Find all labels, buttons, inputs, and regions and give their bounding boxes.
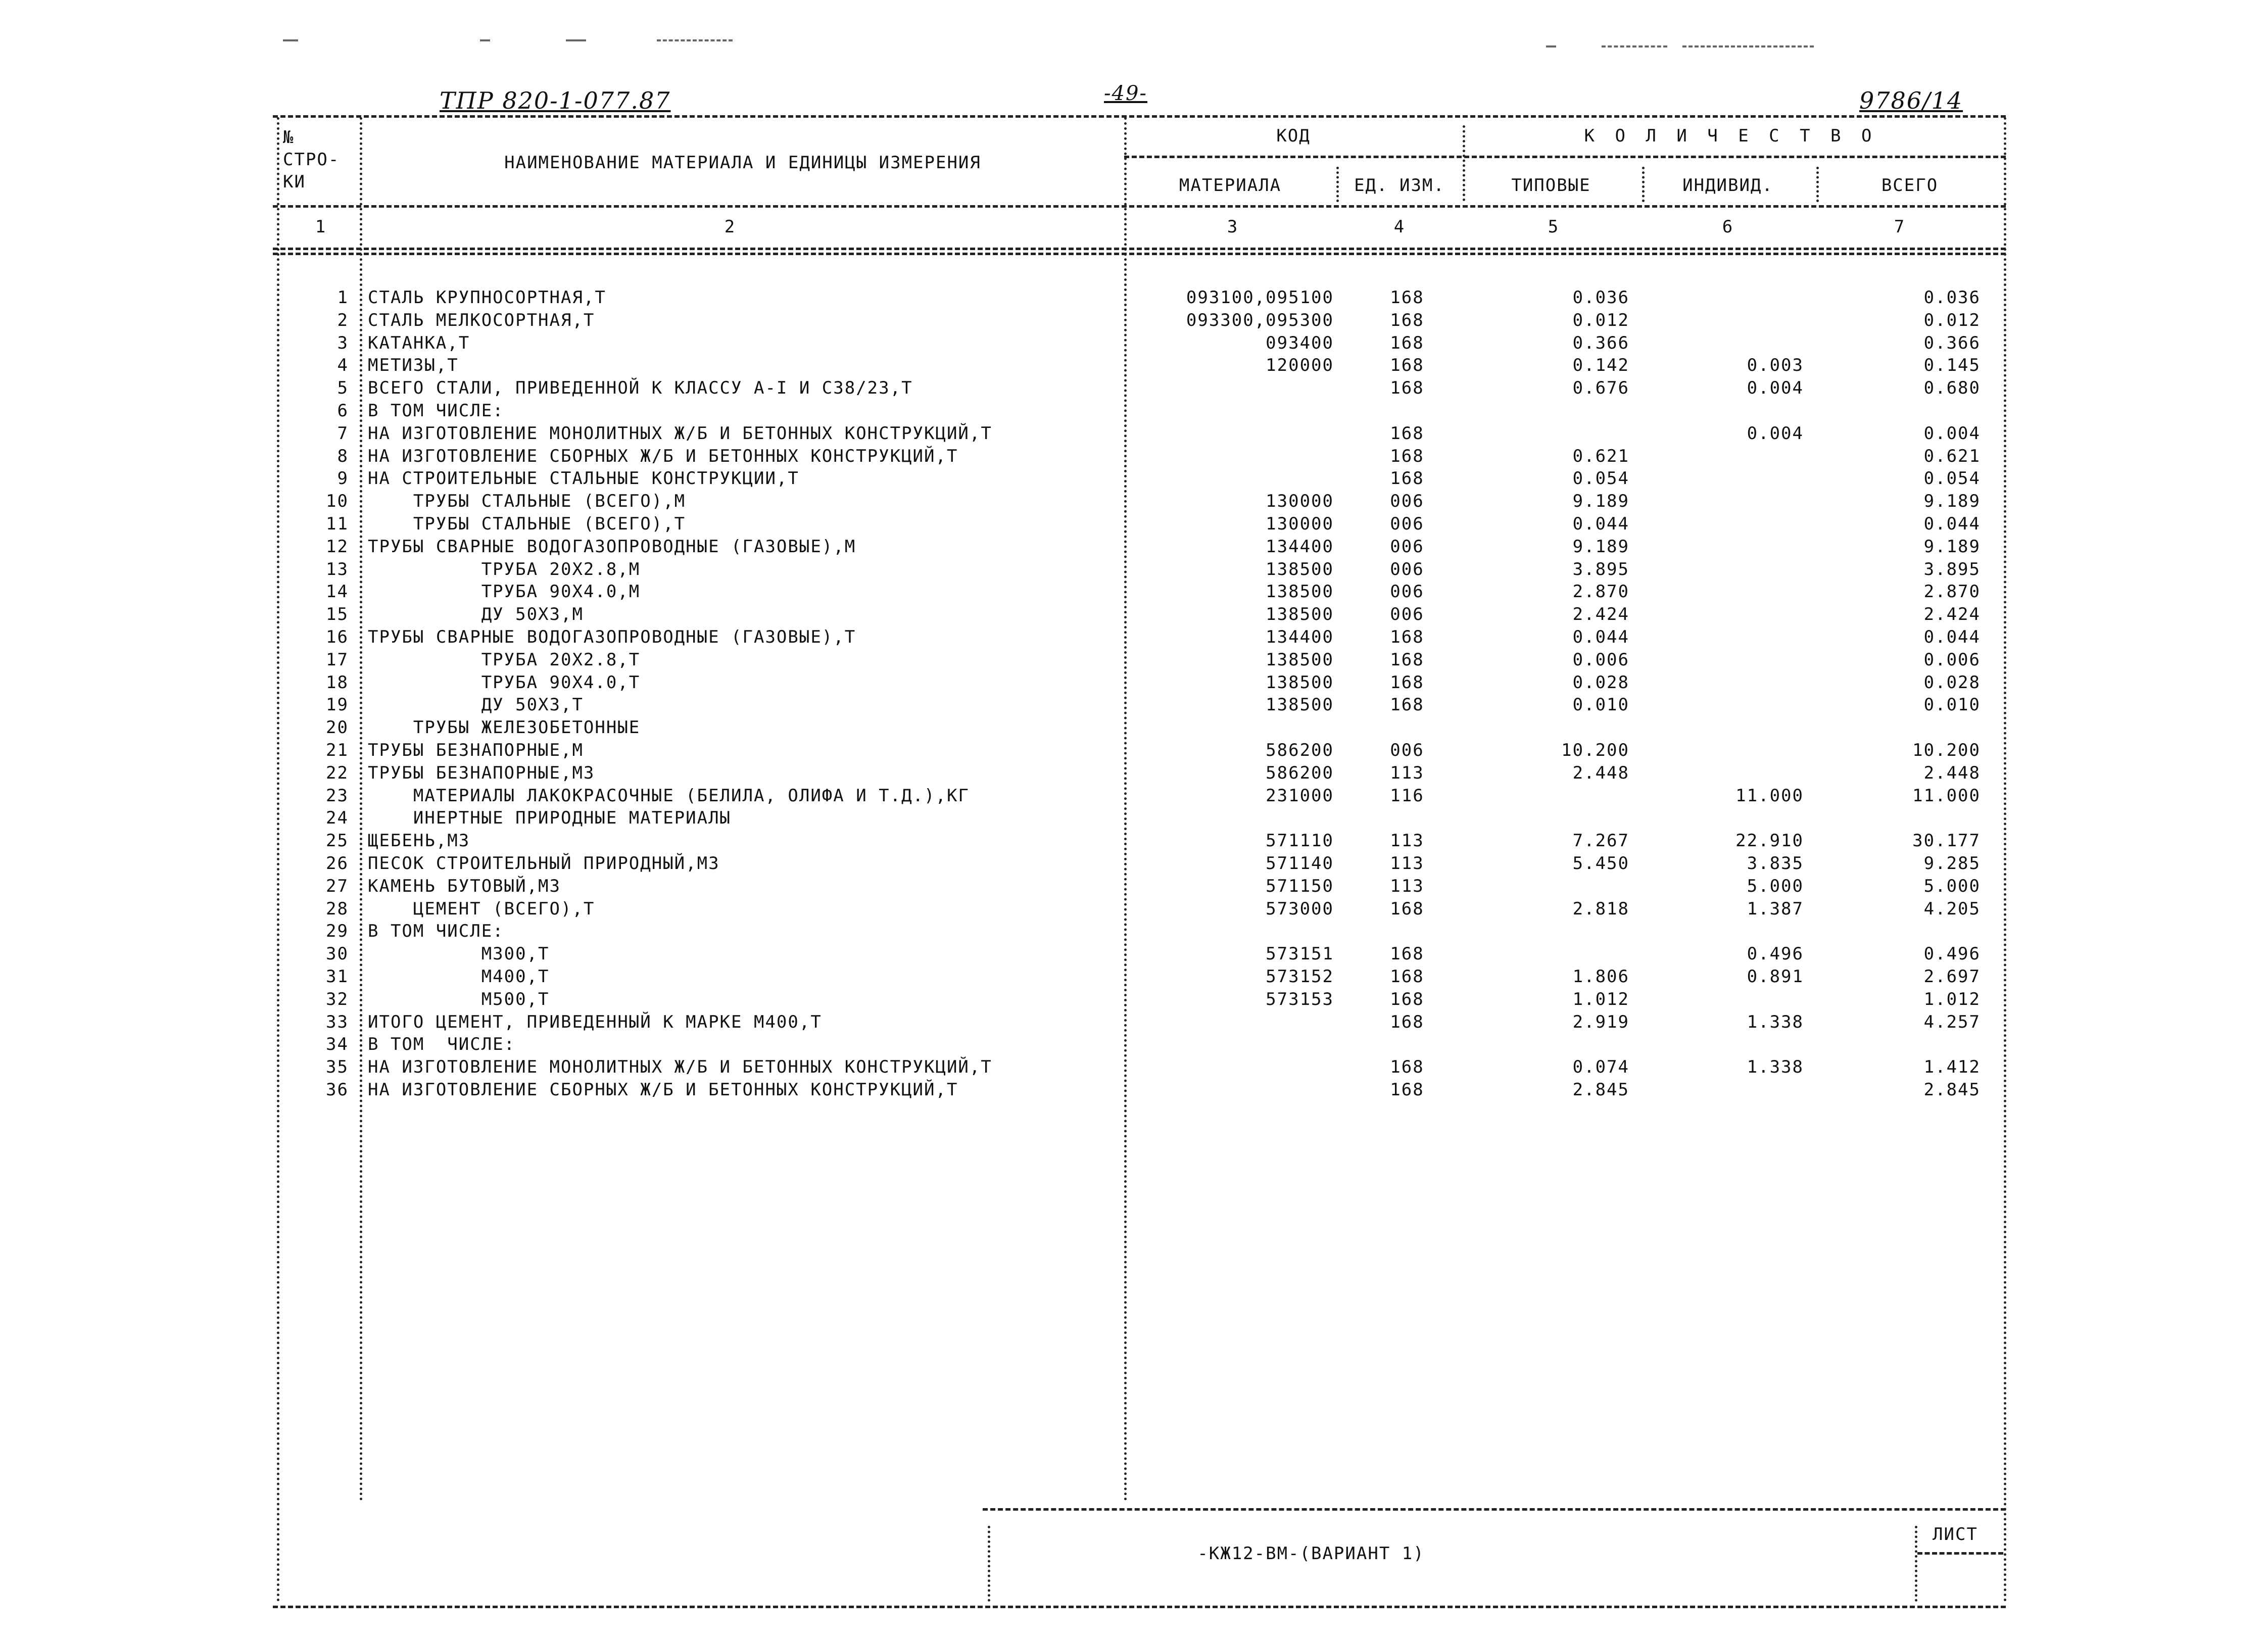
header-bottom-rule [273,205,2006,208]
table-row [0,943,2268,966]
scan-artifact [657,39,733,41]
material-code: 130000 [1266,514,1334,534]
material-code: 134400 [1266,536,1334,557]
row-number: 6 [337,401,349,421]
material-name: В ТОМ ЧИСЛЕ: [368,921,504,942]
material-name: НА ИЗГОТОВЛЕНИЕ СБОРНЫХ Ж/Б И БЕТОННЫХ КОНСТРУКЦИЙ,Т [368,446,958,466]
table-row [0,468,2268,490]
table-row [0,604,2268,626]
material-name: ЩЕБЕНЬ,М3 [368,831,470,851]
column-number: 6 [1722,217,1734,237]
scan-artifact [1546,45,1556,47]
unit-code: 168 [1390,468,1424,489]
table-row [0,740,2268,762]
material-name: ИТОГО ЦЕМЕНТ, ПРИВЕДЕННЫЙ К МАРКЕ М400,Т [368,1011,822,1032]
typical-qty: 2.919 [1572,1011,1629,1032]
row-number: 25 [326,831,349,851]
table-row [0,1056,2268,1079]
row-number: 2 [337,310,349,330]
material-code: 586200 [1266,762,1334,783]
row-number: 31 [326,967,349,987]
total-qty: 0.012 [1923,310,1981,330]
row-number: 13 [326,559,349,580]
footer-title: -КЖ12-ВМ-(ВАРИАНТ 1) [1197,1543,1425,1564]
unit-code: 006 [1390,582,1424,602]
material-name: ТРУБЫ БЕЗНАПОРНЫЕ,М [368,740,584,760]
row-number: 34 [326,1034,349,1055]
total-qty: 0.044 [1923,514,1981,534]
material-name: СТАЛЬ МЕЛКОСОРТНАЯ,Т [368,310,595,330]
total-qty: 0.028 [1923,672,1981,693]
unit-code: 113 [1390,876,1424,896]
total-qty: 4.205 [1923,898,1981,919]
typical-qty: 5.450 [1572,853,1629,874]
unit-code: 113 [1390,762,1424,783]
total-qty: 0.680 [1923,378,1981,399]
total-qty: 4.257 [1923,1011,1981,1032]
total-qty: 0.054 [1923,468,1981,489]
header-typical: ТИПОВЫЕ [1511,175,1591,196]
total-qty: 0.006 [1923,649,1981,670]
individual-qty: 1.387 [1747,898,1804,919]
row-number: 19 [326,695,349,715]
typical-qty: 3.895 [1572,559,1629,580]
row-number: 7 [337,423,349,444]
material-code: 571150 [1266,876,1334,896]
header-sep-tipovye [1463,125,1465,201]
individual-qty: 1.338 [1747,1057,1804,1078]
typical-qty: 2.845 [1572,1080,1629,1100]
table-row [0,717,2268,739]
material-code: 231000 [1266,785,1334,806]
total-qty: 2.697 [1923,967,1981,987]
material-name: НА ИЗГОТОВЛЕНИЕ МОНОЛИТНЫХ Ж/Б И БЕТОННЫХ КОНСТРУКЦИЙ,Т [368,1057,992,1078]
header-total: ВСЕГО [1881,175,1939,196]
scan-artifact [1602,45,1667,47]
typical-qty: 0.044 [1572,514,1629,534]
typical-qty: 0.012 [1572,310,1629,330]
table-row [0,491,2268,513]
unit-code: 006 [1390,559,1424,580]
material-name: ТРУБЫ СТАЛЬНЫЕ (ВСЕГО),Т [368,514,686,534]
footer-left-border [988,1526,990,1602]
table-row [0,559,2268,581]
header-sep-edizm [1336,167,1339,202]
material-code: 134400 [1266,627,1334,647]
header-name: НАИМЕНОВАНИЕ МАТЕРИАЛА И ЕДИНИЦЫ ИЗМЕРЕНИЯ [504,153,981,173]
table-row [0,446,2268,468]
column-number: 5 [1548,217,1560,237]
header-sep-individ [1642,167,1645,202]
individual-qty: 3.835 [1747,853,1804,874]
unit-code: 113 [1390,853,1424,874]
row-number: 9 [337,468,349,489]
material-name: ДУ 50Х3,М [368,604,584,625]
table-row [0,853,2268,875]
material-name: ТРУБЫ СВАРНЫЕ ВОДОГАЗОПРОВОДНЫЕ (ГАЗОВЫЕ),М [368,536,856,557]
footer-top-rule [983,1508,2006,1511]
material-name: ЦЕМЕНТ (ВСЕГО),Т [368,898,595,919]
footer-sheet-border [1915,1526,1917,1602]
unit-code: 006 [1390,491,1424,512]
typical-qty: 0.028 [1572,672,1629,693]
header-inner-rule [1124,156,2006,158]
material-code: 586200 [1266,740,1334,760]
total-qty: 0.366 [1923,332,1981,353]
row-number: 5 [337,378,349,399]
header-individual: ИНДИВИД. [1682,175,1773,196]
unit-code: 168 [1390,967,1424,987]
total-qty: 9.189 [1923,536,1981,557]
total-qty: 2.870 [1923,582,1981,602]
material-code: 573153 [1266,989,1334,1009]
page-number: -49- [1104,82,1147,105]
material-code: 138500 [1266,559,1334,580]
typical-qty: 0.044 [1572,627,1629,647]
material-code: 138500 [1266,695,1334,715]
scan-artifact [566,39,586,41]
table-row [0,921,2268,943]
material-name: М400,Т [368,967,550,987]
individual-qty: 22.910 [1735,831,1804,851]
table-row [0,377,2268,400]
material-code: 120000 [1266,355,1334,376]
material-code: 571140 [1266,853,1334,874]
table-bottom-border [273,1606,2006,1608]
row-number: 1 [337,287,349,308]
individual-qty: 0.004 [1747,378,1804,399]
table-row [0,400,2268,422]
material-name: В ТОМ ЧИСЛЕ: [368,401,504,421]
unit-code: 168 [1390,423,1424,444]
total-qty: 2.448 [1923,762,1981,783]
unit-code: 168 [1390,332,1424,353]
individual-qty: 0.496 [1747,944,1804,964]
row-number: 24 [326,808,349,829]
row-number: 30 [326,944,349,964]
typical-qty: 9.189 [1572,536,1629,557]
total-qty: 1.412 [1923,1057,1981,1078]
total-qty: 2.424 [1923,604,1981,625]
material-name: М300,Т [368,944,550,964]
typical-qty: 1.012 [1572,989,1629,1009]
unit-code: 168 [1390,672,1424,693]
total-qty: 3.895 [1923,559,1981,580]
total-qty: 0.044 [1923,627,1981,647]
total-qty: 0.621 [1923,446,1981,466]
unit-code: 168 [1390,1011,1424,1032]
individual-qty: 1.338 [1747,1011,1804,1032]
unit-code: 006 [1390,536,1424,557]
material-name: ТРУБЫ БЕЗНАПОРНЫЕ,М3 [368,762,595,783]
total-qty: 9.189 [1923,491,1981,512]
row-number: 27 [326,876,349,896]
total-qty: 0.145 [1923,355,1981,376]
table-row [0,536,2268,558]
row-number: 26 [326,853,349,874]
row-number: 17 [326,649,349,670]
material-name: ИНЕРТНЫЕ ПРИРОДНЫЕ МАТЕРИАЛЫ [368,808,732,829]
table-row [0,989,2268,1011]
material-code: 093100,095100 [1186,287,1334,308]
material-name: ДУ 50Х3,Т [368,695,584,715]
row-number: 8 [337,446,349,466]
material-code: 093400 [1266,332,1334,353]
header-sep-vsego [1816,167,1819,202]
typical-qty: 9.189 [1572,491,1629,512]
typical-qty: 7.267 [1572,831,1629,851]
material-code: 573000 [1266,898,1334,919]
material-code: 573151 [1266,944,1334,964]
material-name: НА ИЗГОТОВЛЕНИЕ МОНОЛИТНЫХ Ж/Б И БЕТОННЫХ КОНСТРУКЦИЙ,Т [368,423,992,444]
typical-qty: 0.074 [1572,1057,1629,1078]
material-name: НА ИЗГОТОВЛЕНИЕ СБОРНЫХ Ж/Б И БЕТОННЫХ КОНСТРУКЦИЙ,Т [368,1080,958,1100]
unit-code: 168 [1390,989,1424,1009]
footer-sheet-rule [1917,1552,2003,1555]
individual-qty: 11.000 [1735,785,1804,806]
unit-code: 168 [1390,287,1424,308]
material-name: ТРУБЫ СТАЛЬНЫЕ (ВСЕГО),М [368,491,686,512]
header-code: КОД [1276,126,1311,146]
material-code: 138500 [1266,582,1334,602]
typical-qty: 1.806 [1572,967,1629,987]
typical-qty: 0.366 [1572,332,1629,353]
column-number: 3 [1227,217,1239,237]
material-name: ТРУБА 90Х4.0,М [368,582,641,602]
table-row [0,672,2268,694]
total-qty: 0.036 [1923,287,1981,308]
typical-qty: 0.036 [1572,287,1629,308]
material-code: 138500 [1266,672,1334,693]
footer-sheet-label: ЛИСТ [1933,1524,1978,1545]
material-code: 571110 [1266,831,1334,851]
table-row [0,332,2268,355]
scan-artifact [480,39,490,41]
total-qty: 2.845 [1923,1080,1981,1100]
row-number: 12 [326,536,349,557]
row-number: 11 [326,514,349,534]
material-name: КАТАНКА,Т [368,332,470,353]
row-number: 23 [326,785,349,806]
material-name: МЕТИЗЫ,Т [368,355,459,376]
material-name: МАТЕРИАЛЫ ЛАКОКРАСОЧНЫЕ (БЕЛИЛА, ОЛИФА И Т.Д.),КГ [368,785,970,806]
material-name: НА СТРОИТЕЛЬНЫЕ СТАЛЬНЫЕ КОНСТРУКЦИИ,Т [368,468,799,489]
material-name: ТРУБА 20Х2.8,М [368,559,641,580]
column-number: 2 [724,217,736,237]
column-number-rule-2 [273,253,2006,255]
table-row [0,513,2268,536]
total-qty: 11.000 [1912,785,1981,806]
row-number: 29 [326,921,349,942]
row-number: 3 [337,332,349,353]
header-unit: ЕД. ИЗМ. [1354,175,1445,196]
material-name: ВСЕГО СТАЛИ, ПРИВЕДЕННОЙ К КЛАССУ А-I И С38/23,Т [368,378,913,399]
table-row [0,1034,2268,1056]
column-number: 4 [1393,217,1406,237]
document-code: ТПР 820-1-077.87 [440,87,671,114]
typical-qty: 0.621 [1572,446,1629,466]
header-quantity: К О Л И Ч Е С Т В О [1584,126,1877,146]
unit-code: 168 [1390,944,1424,964]
unit-code: 168 [1390,446,1424,466]
material-name: ПЕСОК СТРОИТЕЛЬНЫЙ ПРИРОДНЫЙ,М3 [368,853,720,874]
header-row-number: № СТРО- КИ [283,127,340,192]
material-name: КАМЕНЬ БУТОВЫЙ,М3 [368,876,561,896]
row-number: 15 [326,604,349,625]
table-row [0,355,2268,377]
row-number: 16 [326,627,349,647]
unit-code: 168 [1390,1080,1424,1100]
row-number: 20 [326,717,349,738]
typical-qty: 0.054 [1572,468,1629,489]
material-name: ТРУБЫ СВАРНЫЕ ВОДОГАЗОПРОВОДНЫЕ (ГАЗОВЫЕ),Т [368,627,856,647]
material-name: ТРУБА 20Х2.8,Т [368,649,641,670]
material-code: 093300,095300 [1186,310,1334,330]
scan-artifact [283,39,298,41]
row-number: 4 [337,355,349,376]
total-qty: 30.177 [1912,831,1981,851]
individual-qty: 0.003 [1747,355,1804,376]
table-row [0,876,2268,898]
table-row [0,1011,2268,1034]
row-number: 36 [326,1080,349,1100]
unit-code: 116 [1390,785,1424,806]
unit-code: 168 [1390,695,1424,715]
header-material: МАТЕРИАЛА [1179,175,1282,196]
total-qty: 5.000 [1923,876,1981,896]
typical-qty: 2.870 [1572,582,1629,602]
individual-qty: 0.891 [1747,967,1804,987]
row-number: 32 [326,989,349,1009]
material-name: М500,Т [368,989,550,1009]
table-row [0,287,2268,309]
material-name: В ТОМ ЧИСЛЕ: [368,1034,516,1055]
total-qty: 9.285 [1923,853,1981,874]
row-number: 35 [326,1057,349,1078]
unit-code: 168 [1390,649,1424,670]
table-row [0,785,2268,807]
unit-code: 168 [1390,355,1424,376]
table-row [0,694,2268,716]
total-qty: 0.004 [1923,423,1981,444]
material-code: 573152 [1266,967,1334,987]
column-number: 1 [315,217,327,237]
typical-qty: 2.448 [1572,762,1629,783]
table-row [0,310,2268,332]
row-number: 33 [326,1011,349,1032]
table-row [0,581,2268,603]
material-code: 130000 [1266,491,1334,512]
unit-code: 168 [1390,378,1424,399]
unit-code: 168 [1390,627,1424,647]
typical-qty: 0.010 [1572,695,1629,715]
column-number-rule [273,248,2006,250]
row-number: 21 [326,740,349,760]
typical-qty: 2.424 [1572,604,1629,625]
material-code: 138500 [1266,649,1334,670]
table-row [0,626,2268,649]
typical-qty: 0.006 [1572,649,1629,670]
table-top-border [273,115,2006,118]
scan-artifact [1682,45,1814,47]
table-row [0,830,2268,852]
row-number: 14 [326,582,349,602]
table-row [0,762,2268,785]
table-row [0,423,2268,445]
sheet-reference: 9786/14 [1859,87,1963,114]
unit-code: 168 [1390,898,1424,919]
individual-qty: 0.004 [1747,423,1804,444]
table-row [0,966,2268,988]
typical-qty: 2.818 [1572,898,1629,919]
individual-qty: 5.000 [1747,876,1804,896]
material-code: 138500 [1266,604,1334,625]
table-row [0,898,2268,921]
typical-qty: 0.676 [1572,378,1629,399]
table-row [0,807,2268,830]
unit-code: 168 [1390,310,1424,330]
unit-code: 006 [1390,604,1424,625]
row-number: 10 [326,491,349,512]
row-number: 22 [326,762,349,783]
total-qty: 0.010 [1923,695,1981,715]
material-name: ТРУБА 90Х4.0,Т [368,672,641,693]
material-name: СТАЛЬ КРУПНОСОРТНАЯ,Т [368,287,606,308]
table-row [0,649,2268,671]
total-qty: 0.496 [1923,944,1981,964]
unit-code: 006 [1390,514,1424,534]
row-number: 28 [326,898,349,919]
total-qty: 10.200 [1912,740,1981,760]
total-qty: 1.012 [1923,989,1981,1009]
row-number: 18 [326,672,349,693]
material-name: ТРУБЫ ЖЕЛЕЗОБЕТОННЫЕ [368,717,641,738]
unit-code: 006 [1390,740,1424,760]
unit-code: 113 [1390,831,1424,851]
unit-code: 168 [1390,1057,1424,1078]
typical-qty: 10.200 [1561,740,1629,760]
column-number: 7 [1894,217,1906,237]
table-row [0,1079,2268,1101]
typical-qty: 0.142 [1572,355,1629,376]
